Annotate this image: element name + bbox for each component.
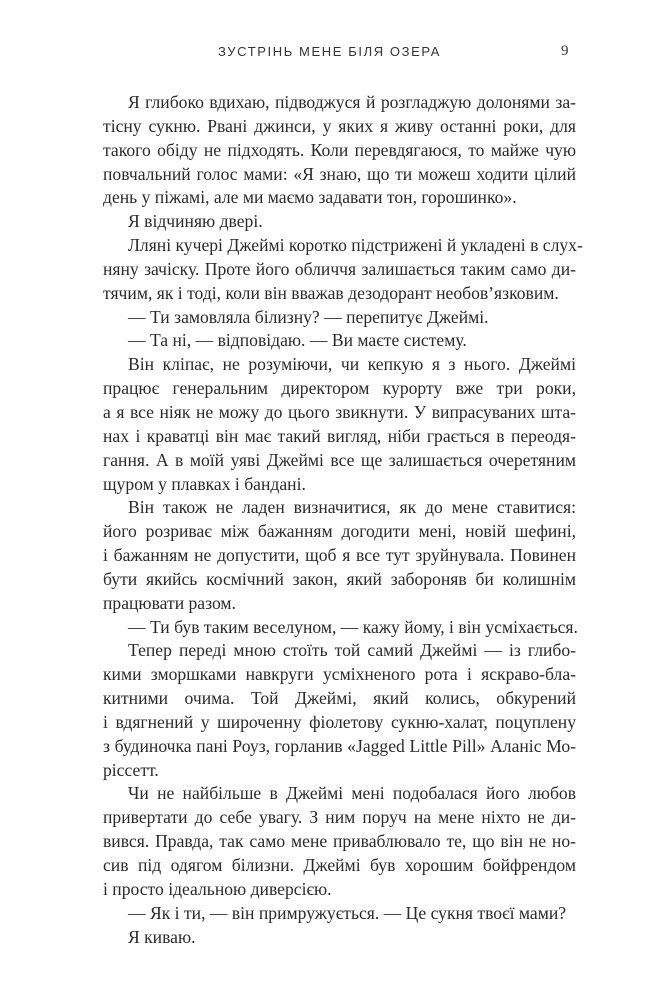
text-line: кими зморшками навкруги усміхненого рота і яскраво-бла- bbox=[103, 664, 576, 685]
text-line: щуром у плавках і бандані. bbox=[103, 473, 306, 494]
text-line: китними очима. Той Джеймі, який колись, обкурений bbox=[103, 688, 576, 709]
text-line: — Та ні, — відповідаю. — Ви маєте систему. bbox=[128, 330, 467, 351]
text-line: його розриває між бажанням догодити мені, новій шефині, bbox=[103, 521, 576, 542]
paragraph bbox=[103, 496, 576, 615]
text-line: Я відчиняю двері. bbox=[128, 211, 263, 232]
paragraph bbox=[103, 306, 576, 330]
text-line: Я глибоко вдихаю, підводжуся й розгладжую долонями за- bbox=[128, 92, 576, 112]
text-line: день у піжамі, але ми маємо задавати тон, горошинко». bbox=[103, 187, 517, 208]
text-line: — Ти замовляла білизну? — перепитує Джеймі. bbox=[128, 306, 489, 327]
text-line: ріссетт. bbox=[103, 759, 159, 780]
paragraph bbox=[103, 329, 576, 353]
text-line: Він кліпає, не розуміючи, чи кепкую я з нього. Джеймі bbox=[128, 354, 576, 375]
text-line: з будиночка пані Роуз, горланив «Jagged Little Pill» Аланіс Мо- bbox=[103, 735, 576, 756]
paragraph bbox=[103, 926, 576, 950]
text-line: повчальний голос мами: «Я знаю, що ти можеш ходити цілий bbox=[103, 163, 576, 184]
text-line: Я киваю. bbox=[128, 926, 196, 947]
text-line: — Як і ти, — він примружується. — Це сукня твоєї мами? bbox=[128, 902, 567, 923]
paragraph bbox=[103, 639, 576, 782]
text-line: сив під одягом білизни. Джеймі був хорошим бойфрендом bbox=[103, 855, 576, 875]
running-head-title: ЗУСТРІНЬ МЕНЕ БІЛЯ ОЗЕРА bbox=[217, 44, 442, 59]
text-line: няну зачіску. Проте його обличчя залишається таким само ди- bbox=[103, 258, 576, 279]
text-line: працювати разом. bbox=[103, 592, 236, 613]
text-line: а я все ніяк не можу до цього звикнути. У випрасуваних шта- bbox=[103, 401, 576, 422]
text-line: і вдягнений у широченну фіолетову сукню-халат, поцуплену bbox=[103, 711, 576, 732]
text-line: такого обіду не підходять. Коли перевдягаюся, то майже чую bbox=[103, 139, 576, 160]
text-line: Лляні кучері Джеймі коротко підстрижені й укладені в слух- bbox=[128, 235, 583, 256]
paragraph bbox=[103, 234, 583, 306]
paragraph bbox=[103, 782, 576, 901]
page-body-text bbox=[103, 91, 583, 949]
text-line: і просто ідеальною диверсією. bbox=[103, 878, 332, 899]
text-line: працює генеральним директором курорту вже три роки, bbox=[103, 378, 576, 399]
paragraph bbox=[103, 353, 576, 496]
text-line: нах і краватці він має такий вигляд, ніби грається в переодя- bbox=[103, 425, 576, 446]
text-line: вився. Правда, так само мене приваблювало те, що він не но- bbox=[103, 831, 576, 852]
paragraph bbox=[103, 91, 576, 210]
text-line: тячим, як і тоді, коли він вважав дезодорант необов’язковим. bbox=[103, 282, 559, 303]
text-line: тісну сукню. Рвані джинси, у яких я живу останні роки, для bbox=[103, 115, 576, 136]
paragraph bbox=[103, 210, 576, 234]
text-line: гання. А в моїй уяві Джеймі все ще залишається очеретяним bbox=[103, 449, 576, 470]
text-line: Чи не найбільше в Джеймі мені подобалася його любов bbox=[128, 783, 576, 804]
page-number: 9 bbox=[561, 43, 569, 59]
paragraph bbox=[103, 616, 576, 640]
text-line: Тепер переді мною стоїть той самий Джеймі — із глибо- bbox=[128, 640, 576, 661]
text-line: і бажанням не допустити, щоб я все тут зруйнувала. Повинен bbox=[103, 545, 576, 566]
paragraph bbox=[103, 902, 576, 926]
text-line: Він також не ладен визначитися, як до мене ставитися: bbox=[128, 497, 576, 518]
text-line: бути якийсь космічний закон, який забороняв би колишнім bbox=[103, 568, 576, 589]
text-line: привертати до себе увагу. З ним поруч на мене ніхто не ди- bbox=[103, 807, 576, 828]
text-line: — Ти був таким веселуном, — кажу йому, і він усміхається. bbox=[128, 616, 578, 637]
